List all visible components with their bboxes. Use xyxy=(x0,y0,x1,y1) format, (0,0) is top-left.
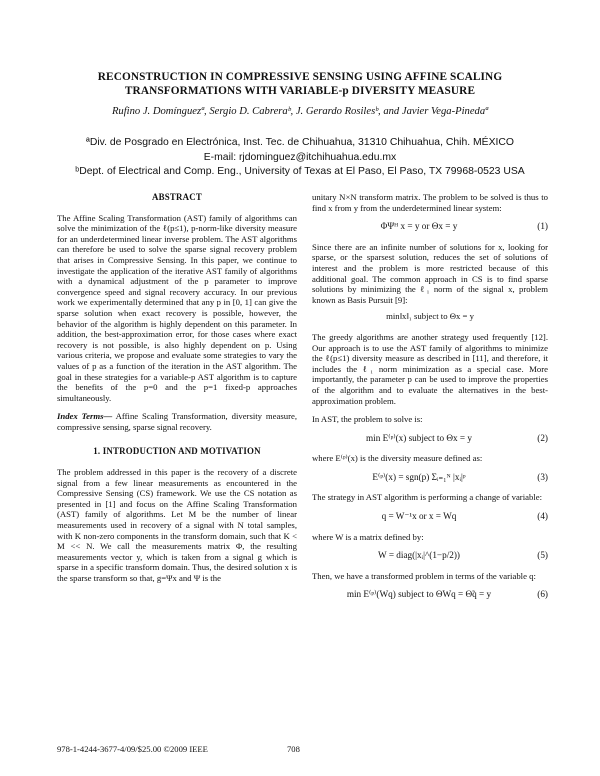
equation-6-number: (6) xyxy=(537,589,548,600)
affiliation-a: ªDiv. de Posgrado en Electrónica, Inst. Tec. de Chihuahua, 31310 Chihuahua, Chih. MÉXICO xyxy=(86,137,514,148)
right-column xyxy=(312,192,548,610)
equation-5-number: (5) xyxy=(537,550,548,561)
title-line-1: RECONSTRUCTION IN COMPRESSIVE SENSING USING AFFINE SCALING xyxy=(97,71,503,83)
right-para-5: where E⁽ᵖ⁾(x) is the diversity measure defined as: xyxy=(312,453,483,464)
basis-pursuit-equation: min‖x‖₁ subject to Θx = y xyxy=(386,311,474,322)
intro-heading: 1. INTRODUCTION AND MOTIVATION xyxy=(93,446,261,457)
index-terms-label: Index Terms— xyxy=(57,411,113,422)
author-list: Rufino J. Domínguezª, Sergio D. Cabreraᵇ, J. Gerardo Rosilesᵇ, and Javier Vega-Pinedaª xyxy=(111,106,489,117)
equation-3-number: (3) xyxy=(537,471,548,482)
equation-1-body: ΦΨᴴ x = y or Θx = y xyxy=(380,221,458,232)
right-para-3: The greedy algorithms are another strategy used frequently [12]. Our approach is to use the AST family of algorithms to minimize the ℓ(p≤1) diversity measure as described in [11], and therefore, it includes the ℓ₁ norm minimization as a special case. More importantly, the parameter p can be used to improve the properties of the algorithm and to evaluate the alternatives in the best-approximation problem. xyxy=(312,331,548,406)
intro-text: The problem addressed in this paper is the recovery of a discrete signal from a few linear measurements as encountered in the Compressive Sensing (CS) framework. We use the CS notation as presented in [1] and focus on the Affine Scaling Transformation (AST) family of algorithms. Let M be the number of linear measurements used in recovery of a signal with N total samples, with K non-zero components in the transform domain, such that K < M << N. We call the measurements matrix Φ, the resulting measurements vector y, which is taken from a signal g which is sparse in a specific transform domain. Thus, the desired solution x is the sparse transform so that, g=Ψx and Ψ is the xyxy=(57,467,297,583)
right-para-4: In AST, the problem to solve is: xyxy=(312,414,423,425)
equation-2 xyxy=(312,433,548,444)
equation-2-body: min E⁽ᵖ⁾(x) subject to Θx = y xyxy=(366,432,472,443)
equation-1 xyxy=(312,221,548,232)
equation-4-number: (4) xyxy=(537,511,548,522)
equation-4-body: q = W⁻¹x or x = Wq xyxy=(381,511,457,522)
equation-6-body: min E⁽ᵖ⁾(Wq) subject to ΘWq = Θ̃q = y xyxy=(346,589,492,600)
left-column xyxy=(57,192,297,592)
footer-isbn: 978-1-4244-3677-4/09/$25.00 ©2009 IEEE xyxy=(57,744,208,754)
index-terms xyxy=(57,411,297,432)
index-terms-text: Affine Scaling Transformation, diversity measure, compressive sensing, sparse signal recovery. xyxy=(57,411,298,432)
equation-2-number: (2) xyxy=(537,432,548,443)
right-para-2: Since there are an infinite number of solutions for x, looking for sparse, or the sparsest solution, reduces the set of solutions of interest and the problem is more restricted because of this additional goal. The common approach in CS is to find sparse solutions by minimizing the ℓ₁ norm of the signal x, problem known as Basis Pursuit [9]: xyxy=(312,241,548,305)
right-para-1: unitary N×N transform matrix. The problem to be solved is thus to find x from y from the underdetermined linear system: xyxy=(312,192,548,213)
right-para-7: where W is a matrix defined by: xyxy=(312,531,424,542)
title-line-2: TRANSFORMATIONS WITH VARIABLE-p DIVERSITY MEASURE xyxy=(124,85,476,97)
abstract-text: The Affine Scaling Transformation (AST) family of algorithms can solve the minimization of the ℓ(p≤1), p-norm-like diversity measure for an underdetermined linear inverse problem. The AST algorithms can therefore be used to solve the sparse signal recovery problem that arises in Compressive Sensing. In this paper, we continue to investigate the application of the iterative AST family of algorithms with a dynamical adjustment of the p parameter to improve convergence speed and signal recovery accuracy. In our previous work we experimentally determined that any p in [0, 1] can give the sparse solution when exact recovery is possible, however, the behavior of the algorithm is highly dependent on this parameter. In addition, the best-approximation error, for those cases where exact recovery is not possible, is also highly dependent on p. Using various criteria, we propose and evaluate some strategies to vary the values of p as a function of the iteration in the AST algorithm. The goal in these strategies for a variable-p AST algorithm is to capture the benefits of the p=0 and the p=1 fixed-p approaches simultaneously. xyxy=(57,212,297,403)
equation-3 xyxy=(312,472,548,483)
paper-title xyxy=(40,70,560,98)
equation-5-body: W = diag(|xᵢ|^(1−p/2)) xyxy=(378,550,460,561)
equation-5 xyxy=(312,550,548,561)
equation-3-body: E⁽ᵖ⁾(x) = sgn(p) Σᵢ₌₁ᴺ |xᵢ|ᵖ xyxy=(372,471,466,482)
affiliation-email: E-mail: rjdominguez@itchihuahua.edu.mx xyxy=(203,152,397,163)
abstract-heading: ABSTRACT xyxy=(152,192,202,202)
equation-1-number: (1) xyxy=(537,221,548,232)
equation-6 xyxy=(312,589,548,600)
right-para-8: Then, we have a transformed problem in terms of the variable q: xyxy=(312,570,536,581)
affiliation-b: ᵇDept. of Electrical and Comp. Eng., University of Texas at El Paso, El Paso, TX 79968-0523 USA xyxy=(75,166,525,177)
equation-4 xyxy=(312,511,548,522)
right-para-6: The strategy in AST algorithm is performing a change of variable: xyxy=(312,492,542,503)
page-number: 708 xyxy=(287,744,300,754)
